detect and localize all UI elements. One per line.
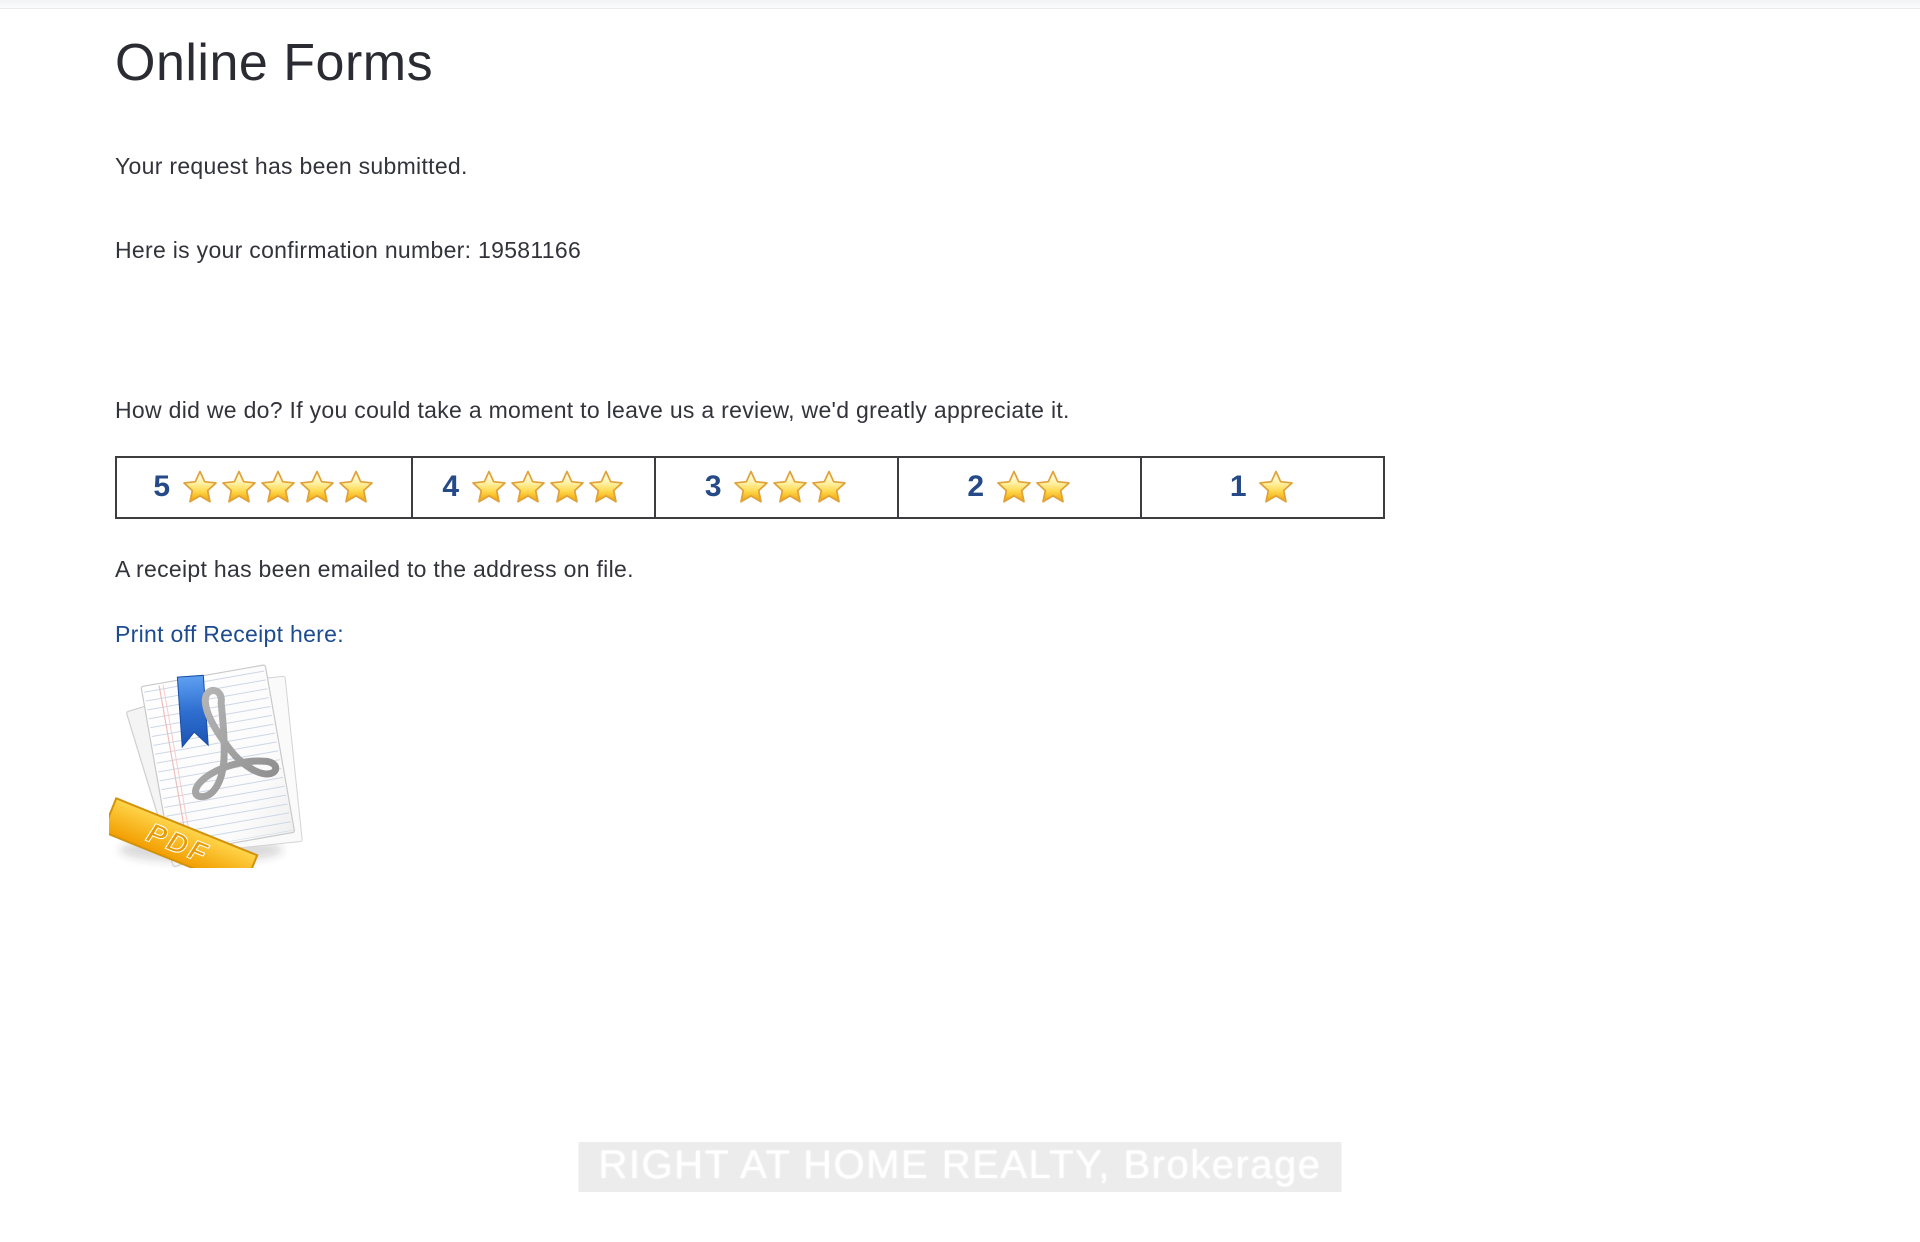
star-icon — [995, 469, 1033, 505]
star-icon — [181, 469, 219, 505]
star-icon — [509, 469, 547, 505]
rating-table — [115, 456, 1385, 519]
star-icon — [220, 469, 258, 505]
confirmation-message: Here is your confirmation number: 19581166 — [115, 237, 582, 264]
submitted-message: Your request has been submitted. — [115, 153, 468, 179]
rating-stars — [181, 469, 375, 505]
star-icon — [587, 469, 625, 505]
pdf-receipt-button[interactable] — [109, 656, 314, 873]
rating-cell-3[interactable] — [654, 458, 897, 517]
pdf-banner-label: PDF — [142, 816, 215, 868]
rating-number: 2 — [967, 470, 985, 504]
rating-cell-4[interactable] — [411, 458, 654, 517]
star-icon — [298, 469, 336, 505]
rating-stars — [995, 469, 1072, 505]
star-icon — [259, 469, 297, 505]
star-icon — [1257, 469, 1295, 505]
star-icon — [548, 469, 586, 505]
main-content — [0, 9, 1920, 873]
star-icon — [732, 469, 770, 505]
rating-number: 1 — [1229, 470, 1248, 504]
rating-stars — [732, 469, 848, 505]
star-icon — [470, 469, 508, 505]
star-icon — [1034, 469, 1072, 505]
rating-stars — [470, 469, 625, 505]
review-prompt: How did we do? If you could take a moment to leave us a review, we'd greatly appreciate it. — [115, 397, 1070, 424]
rating-cell-1[interactable] — [1140, 458, 1383, 517]
footer-watermark: RIGHT AT HOME REALTY, Brokerage — [578, 1142, 1341, 1192]
rating-cell-2[interactable] — [897, 458, 1140, 517]
receipt-message: A receipt has been emailed to the address on file. — [115, 555, 634, 582]
pdf-file-icon — [109, 656, 314, 868]
star-icon — [810, 469, 848, 505]
rating-number: 3 — [704, 470, 723, 504]
page-title: Online Forms — [115, 34, 434, 92]
star-icon — [337, 469, 375, 505]
rating-number: 4 — [442, 470, 460, 504]
rating-number: 5 — [153, 470, 171, 504]
rating-cell-5[interactable] — [117, 458, 411, 517]
star-icon — [771, 469, 809, 505]
top-divider — [0, 0, 1920, 9]
rating-stars — [1257, 469, 1295, 505]
print-receipt-link[interactable]: Print off Receipt here: — [115, 620, 344, 647]
